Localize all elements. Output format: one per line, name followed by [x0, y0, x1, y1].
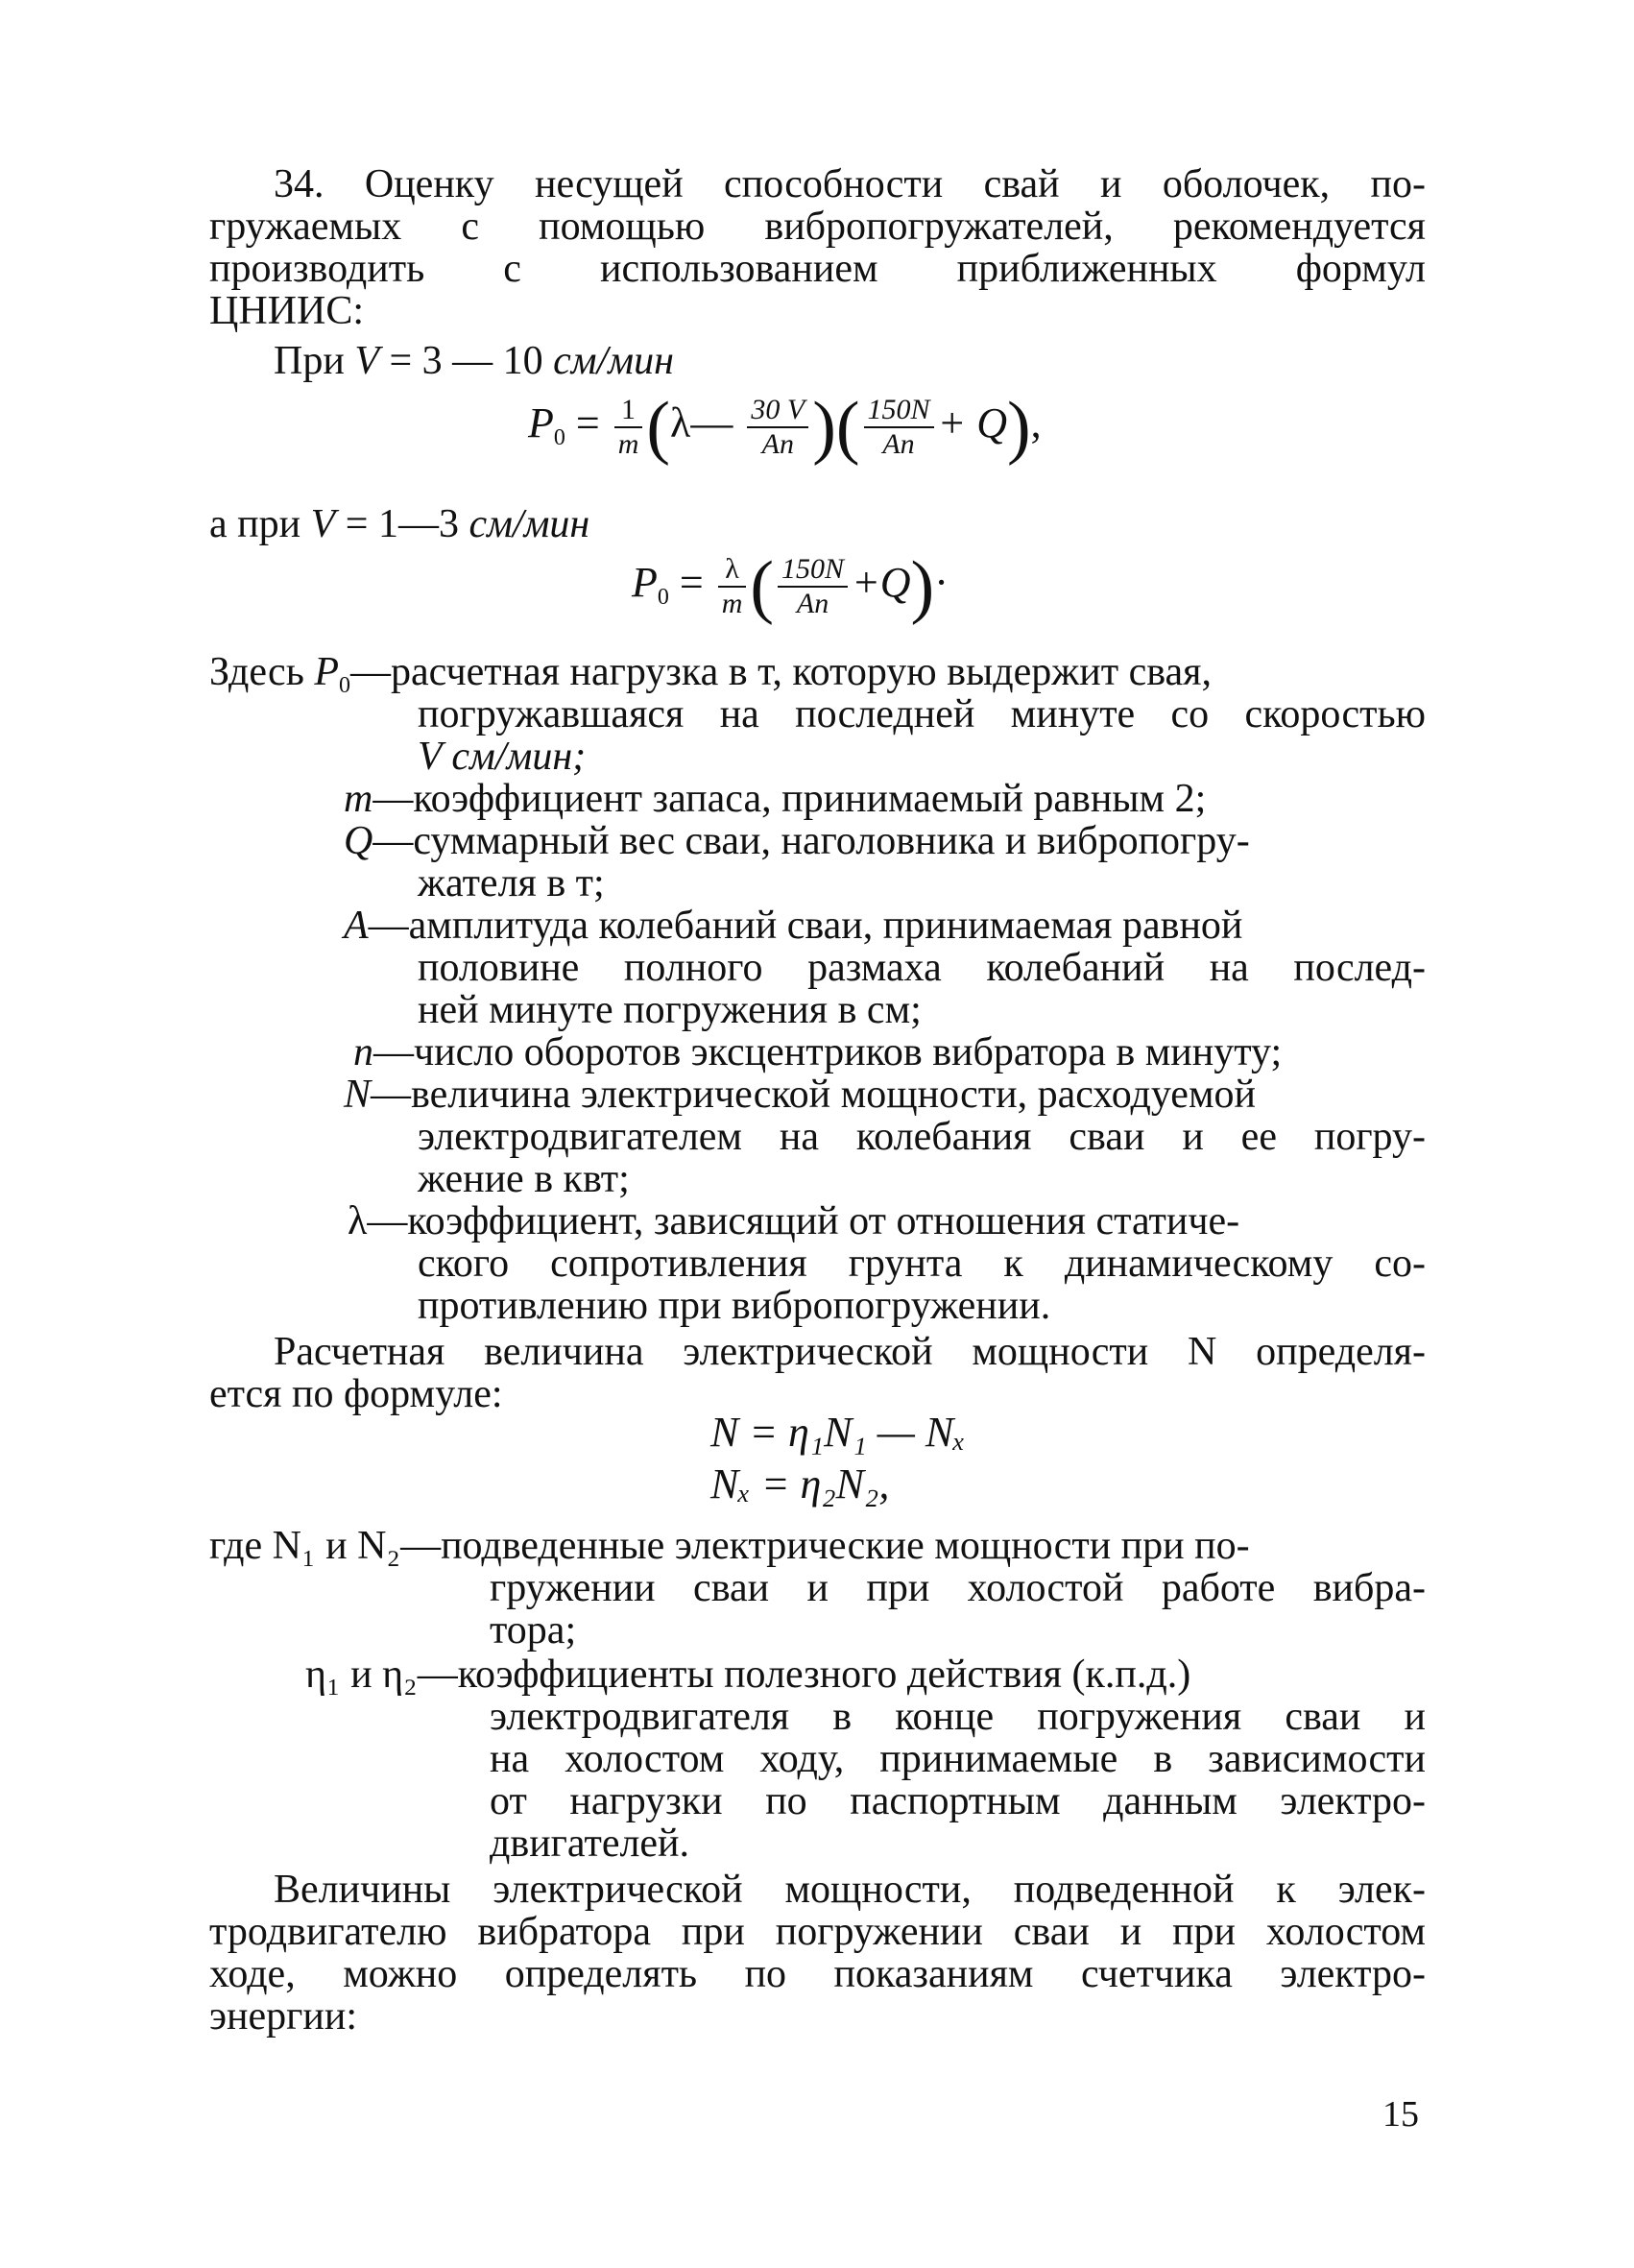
def-p0-line3: V см/мин;: [418, 735, 587, 779]
power-para-line1: Расчетная величина электрической мощности N определя-: [274, 1330, 1426, 1374]
def-m: m—коэффициент запаса, принимаемый равным 2;: [344, 777, 1207, 821]
final-para-line4: энергии:: [209, 1994, 357, 2039]
where-n12-line3: тора;: [490, 1608, 577, 1653]
para34-line2: гружаемых с помощью вибропогружателей, рекомендуется: [209, 205, 1426, 249]
where-n12-line1: где N₁ и N₂—подведенные электрические мощности при по-: [209, 1524, 1250, 1568]
def-lambda-line1: λ—коэффициент, зависящий от отношения статиче-: [348, 1199, 1240, 1243]
para34-line4: ЦНИИС:: [209, 289, 365, 333]
def-a-line3: ней минуте погружения в см;: [418, 988, 922, 1032]
def-lambda-line3: противлению при вибропогружении.: [418, 1284, 1051, 1328]
def-bign-line3: жение в квт;: [418, 1157, 630, 1201]
def-a-line1: A—амплитуда колебаний сваи, принимаемая равной: [344, 904, 1243, 948]
where-eta-line2: электродвигателя в конце погружения сваи и: [490, 1695, 1426, 1739]
def-q-line1: Q—суммарный вес сваи, наголовника и вибропогру-: [344, 819, 1250, 863]
def-a-line2: половине полного размаха колебаний на послед-: [418, 946, 1426, 990]
where-eta-line3: на холостом ходу, принимаемые в зависимости: [490, 1737, 1426, 1781]
final-para-line1: Величины электрической мощности, подведенной к элек-: [274, 1868, 1426, 1912]
def-p0-line2: погружавшаяся на последней минуте со скоростью: [418, 692, 1426, 736]
where-eta-line5: двигателей.: [490, 1822, 690, 1866]
def-lambda-line2: ского сопротивления грунта к динамическому со-: [418, 1242, 1426, 1286]
def-p0-line1: Здесь $P_0—расчетная$ нагрузка в т, которую выдержит свая,: [209, 650, 1212, 698]
final-para-line3: ходе, можно определять по показаниям счетчика электро-: [209, 1952, 1426, 1996]
power-para-line2: ется по формуле:: [209, 1372, 503, 1416]
def-n: n—число оборотов эксцентриков вибратора в минуту;: [353, 1030, 1283, 1074]
formula-3: N = η₁N₁ — Nₓ: [710, 1409, 966, 1456]
para34-line1: 34. Оценку несущей способности свай и оболочек, по-: [274, 162, 1426, 206]
case1-condition: При V = 3 — 10 см/мин: [274, 339, 674, 383]
where-eta-line4: от нагрузки по паспортным данным электро-: [490, 1779, 1426, 1823]
def-bign-line1: N—величина электрической мощности, расходуемой: [344, 1073, 1257, 1117]
case2-condition: а при V = 1—3 см/мин: [209, 502, 590, 546]
formula-2: $P_0$ = $\frac{\lambda}{m}$ ( $\frac{150N}{An}$ +Q)·: [632, 547, 949, 626]
def-bign-line2: электродвигателем на колебания сваи и ее погру-: [418, 1115, 1426, 1159]
formula-1: $P_0$ = $\frac{1}{m}$ (λ— $\frac{30 V}{An}$ )( $\frac{150N}{An}$ + Q),: [528, 388, 1042, 467]
formula-4: Nₓ = η₂N₂,: [710, 1460, 890, 1508]
final-para-line2: тродвигателю вибратора при погружении сваи и при холостом: [209, 1910, 1426, 1954]
def-q-line2: жателя в т;: [418, 861, 605, 905]
where-n12-line2: гружении сваи и при холостой работе вибра-: [490, 1566, 1426, 1610]
where-eta-line1: η₁ и η₂—коэффициенты полезного действия (к.п.д.): [305, 1653, 1191, 1697]
para34-line3: производить с использованием приближенных формул: [209, 247, 1426, 291]
page-number: 15: [1382, 2094, 1419, 2135]
